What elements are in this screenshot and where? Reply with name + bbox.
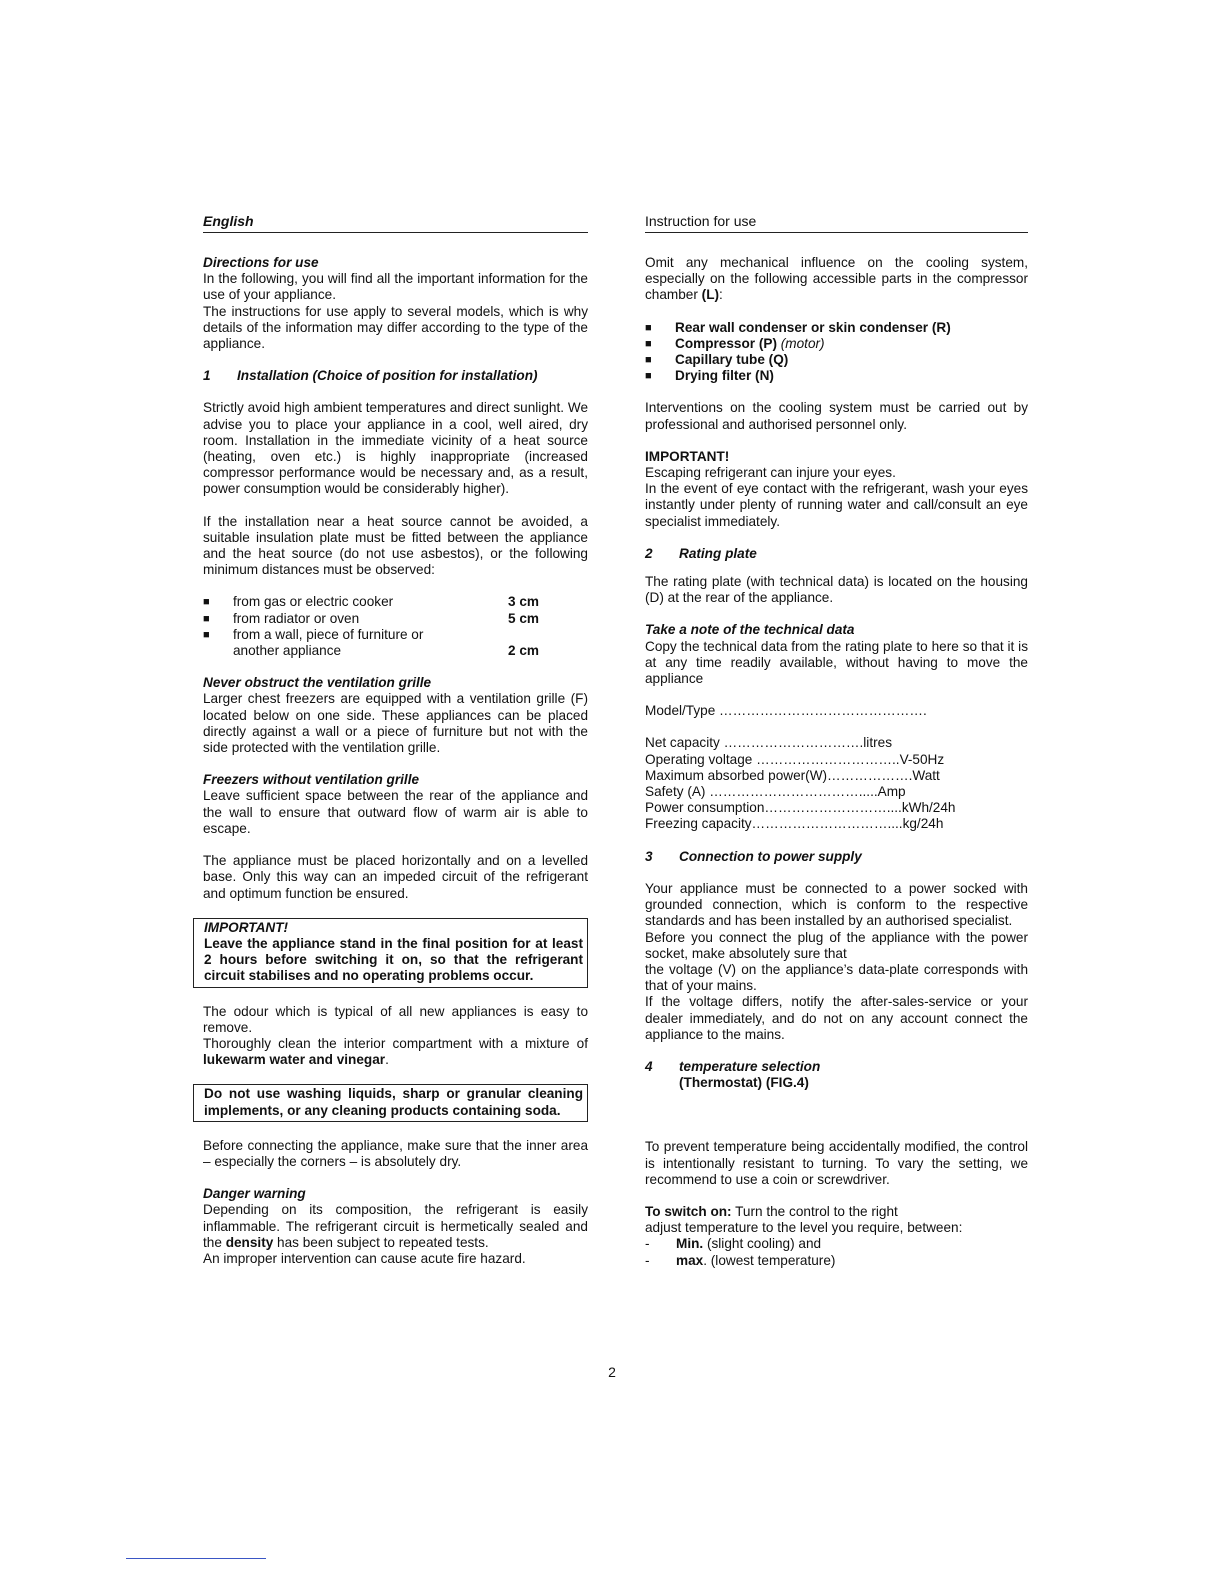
page-number: 2: [608, 1364, 616, 1380]
section-number: 1: [203, 368, 211, 384]
no-ventilation-paragraph: Leave sufficient space between the rear of the appliance and the wall to ensure that outward flow of warm air is able to escape.: [203, 788, 588, 836]
technical-data-paragraph: Copy the technical data from the rating plate to here so that it is at any time readily available, without having to move the appliance: [645, 638, 1028, 687]
danger-title: Danger warning: [203, 1186, 306, 1202]
parts-list: [645, 320, 1028, 385]
important-box-title: IMPORTANT!: [204, 919, 289, 935]
tech-line: Maximum absorbed power(W)……………….Watt: [645, 767, 940, 783]
power-paragraph-3: the voltage (V) on the appliance’s data-plate corresponds with that of your mains.: [645, 961, 1028, 994]
technical-data-title: Take a note of the technical data: [645, 622, 855, 638]
important-box: [193, 918, 588, 988]
bullet-icon: ■: [203, 612, 210, 625]
important-paragraph-2: In the event of eye contact with the refrigerant, wash your eyes instantly under plenty of running water and call/consult an eye specialist immediately.: [645, 481, 1028, 529]
section-1-heading: [203, 368, 588, 384]
odour-paragraph-2: Thoroughly clean the interior compartment with a mixture of lukewarm water and vinegar.: [203, 1035, 588, 1068]
cleaning-warning-text: Do not use washing liquids, sharp or granular cleaning implements, or any cleaning products containing soda.: [204, 1086, 583, 1118]
document-header: Instruction for use: [645, 213, 1028, 233]
distances-list: [203, 594, 588, 659]
dry-paragraph: Before connecting the appliance, make sure that the inner area – especially the corners – is absolutely dry.: [203, 1137, 588, 1169]
bullet-icon: ■: [645, 321, 652, 334]
right-column: [645, 213, 1028, 1269]
section-4-heading: 4 temperature selection: [645, 1058, 821, 1074]
tech-line: Safety (A) …………………………….....Amp: [645, 784, 906, 800]
danger-paragraph-2: An improper intervention can cause acute fire hazard.: [203, 1250, 526, 1266]
important-title: IMPORTANT!: [645, 448, 730, 464]
left-column: [203, 213, 588, 1267]
list-item: - Min. (slight cooling) and: [645, 1236, 822, 1252]
power-paragraph-2: Before you connect the plug of the appliance with the power socket, make absolutely sure that: [645, 929, 1028, 961]
bullet-icon: ■: [203, 628, 210, 641]
rating-plate-paragraph: The rating plate (with technical data) is located on the housing (D) at the rear of the appliance.: [645, 574, 1028, 606]
power-paragraph-1: Your appliance must be connected to a power socked with grounded connection, which is conform to the respective standards and has been installed by an authorised specialist.: [645, 880, 1028, 929]
section-3-heading: 3 Connection to power supply: [645, 848, 862, 864]
language-header: English: [203, 213, 588, 233]
omit-paragraph: Omit any mechanical influence on the cooling system, especially on the following accessible parts in the compressor chamber (L):: [645, 255, 1028, 303]
bullet-icon: ■: [645, 370, 652, 383]
no-ventilation-title: Freezers without ventilation grille: [203, 772, 420, 788]
list-item: ■ from a wall, piece of furniture or: [203, 626, 424, 642]
bullet-icon: ■: [645, 337, 652, 350]
model-type-line: Model/Type ……………………………………….: [645, 703, 927, 719]
directions-paragraph-1: In the following, you will find all the important information for the use of your appliance.: [203, 271, 588, 303]
switch-on-line: To switch on: Turn the control to the right: [645, 1203, 898, 1219]
tech-line: Net capacity ………………………….litres: [645, 735, 892, 751]
ventilation-title: Never obstruct the ventilation grille: [203, 675, 432, 691]
important-paragraph-1: Escaping refrigerant can injure your eyes.: [645, 465, 896, 481]
important-box-text: Leave the appliance stand in the final position for at least 2 hours before switching it on, so that the refrigerant circuit stabilises and no operating problems occur.: [204, 935, 583, 984]
thermostat-subtitle: (Thermostat) (FIG.4): [679, 1075, 809, 1091]
list-item: ■ Rear wall condenser or skin condenser (R): [645, 319, 951, 335]
power-paragraph-4: If the voltage differs, notify the after-sales-service or your dealer immediately, and do not on any account connect the appliance to the mains.: [645, 994, 1028, 1042]
directions-title: Directions for use: [203, 255, 319, 270]
list-item-continued: another appliance 2 cm: [233, 643, 539, 659]
list-item: ■ Capillary tube (Q): [645, 352, 789, 368]
bullet-icon: ■: [645, 354, 652, 367]
tech-line: Operating voltage …………………………..V-50Hz: [645, 751, 945, 767]
adjust-paragraph: adjust temperature to the level you require, between:: [645, 1220, 963, 1236]
level-paragraph: The appliance must be placed horizontally and on a levelled base. Only this way can an impeded circuit of the refrigerant and optimum function be ensured.: [203, 853, 588, 901]
list-item: ■ Drying filter (N): [645, 368, 774, 384]
tech-line: Power consumption………………………....kWh/24h: [645, 800, 956, 816]
list-item: ■ from radiator or oven 5 cm: [203, 610, 539, 626]
cleaning-warning-box: [193, 1084, 588, 1121]
ventilation-paragraph: Larger chest freezers are equipped with a ventilation grille (F) located below on one side. These appliances can be placed directly against a wall or a piece of furniture but not with the side protected with the ventilation grille.: [203, 691, 588, 756]
technical-data-list: [645, 735, 1028, 832]
bullet-icon: ■: [203, 596, 210, 609]
installation-paragraph-1: Strictly avoid high ambient temperatures and direct sunlight. We advise you to place your appliance in a cool, well aired, dry room. Installation in the immediate vicinity of a heat source (heating, oven etc.) is highly inappropriate (increased compressor performance would be necessary and, as a result, power consumption would be considerably higher).: [203, 400, 588, 497]
list-item: ■ Compressor (P) (motor): [645, 335, 825, 351]
interventions-paragraph: Interventions on the cooling system must be carried out by professional and authorised personnel only.: [645, 400, 1028, 432]
footnote-separator: [126, 1558, 266, 1559]
section-2-heading: 2 Rating plate: [645, 545, 757, 561]
danger-paragraph-1: Depending on its composition, the refrigerant is easily inflammable. The refrigerant circuit is hermetically sealed and the density has been subject to repeated tests.: [203, 1202, 588, 1250]
temperature-paragraph: To prevent temperature being accidentally modified, the control is intentionally resistant to turning. To vary the setting, we recommend to use a coin or screwdriver.: [645, 1139, 1028, 1187]
section-title: Installation (Choice of position for installation): [237, 368, 538, 384]
directions-paragraph-2: The instructions for use apply to several models, which is why details of the information may differ according to the type of the appliance.: [203, 303, 588, 352]
tech-line: Freezing capacity…………………………....kg/24h: [645, 816, 944, 832]
list-item: ■ from gas or electric cooker 3 cm: [203, 594, 539, 610]
installation-paragraph-2: If the installation near a heat source cannot be avoided, a suitable insulation plate must be fitted between the appliance and the heat source (do not use asbestos), or the following minimum distances must be observed:: [203, 513, 588, 578]
list-item: - max. (lowest temperature): [645, 1252, 836, 1268]
odour-paragraph-1: The odour which is typical of all new appliances is easy to remove.: [203, 1003, 588, 1035]
